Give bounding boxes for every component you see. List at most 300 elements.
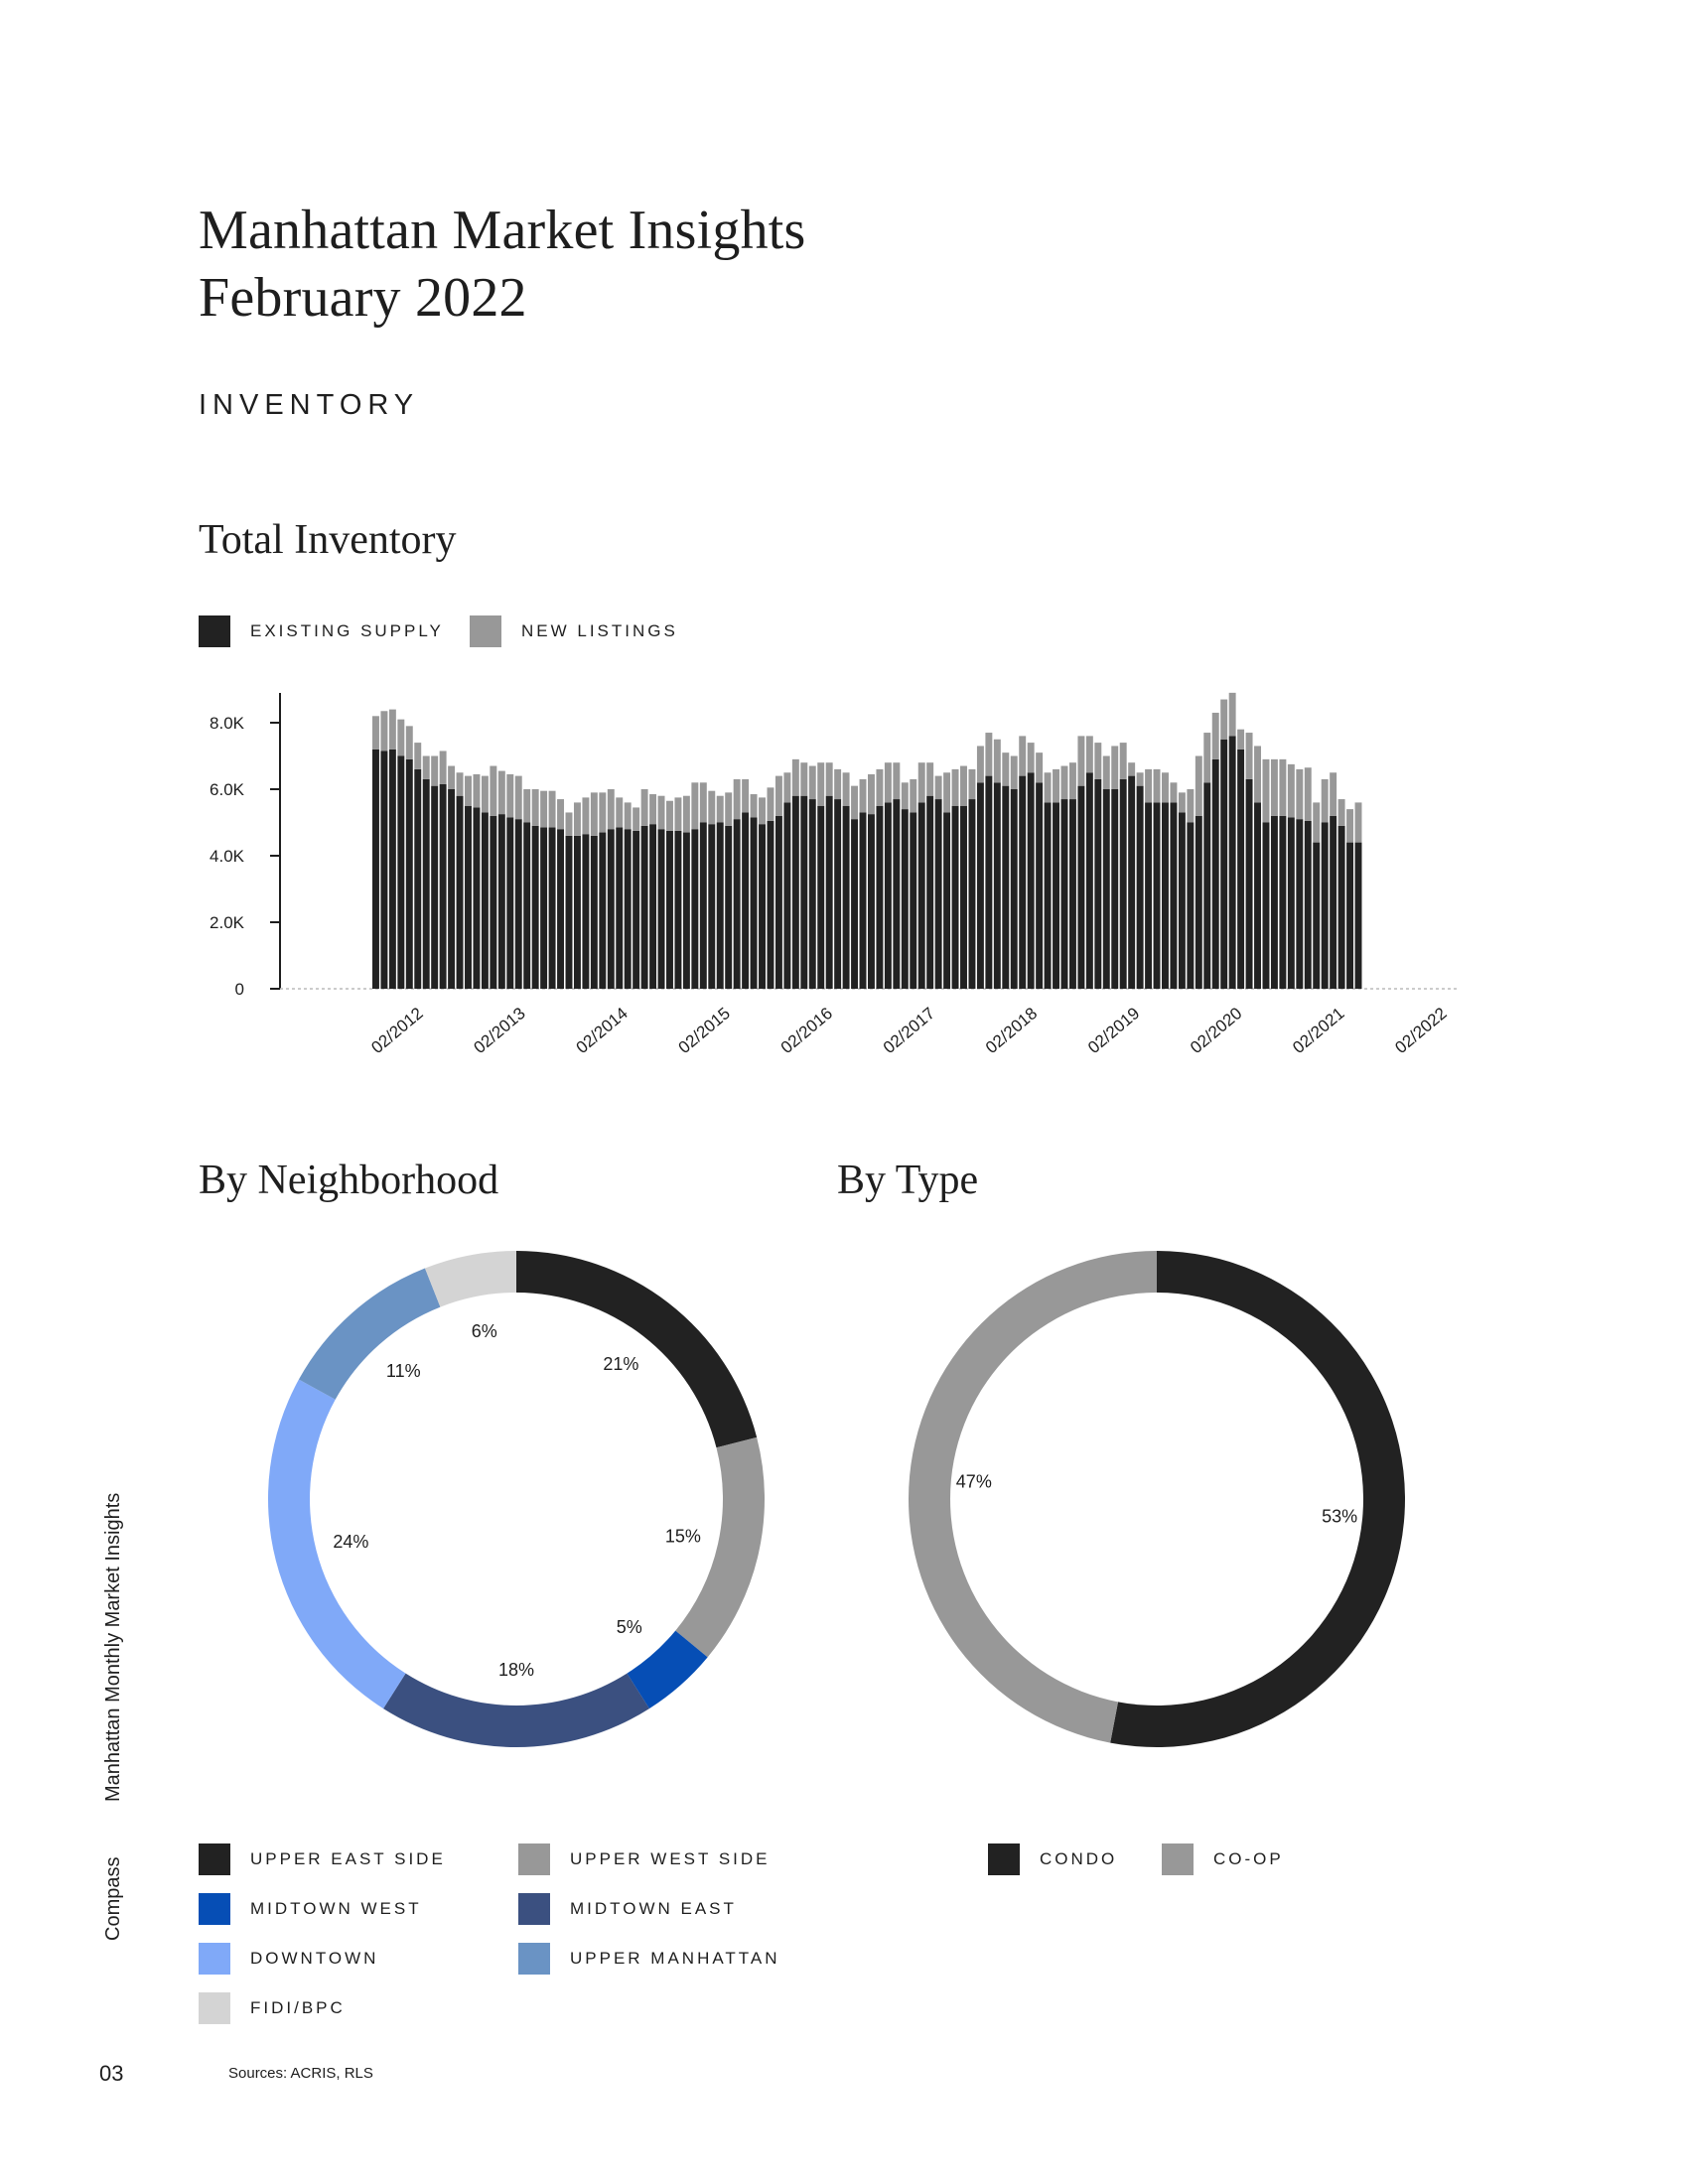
x-tick-label: 02/2018 [981, 1004, 1042, 1058]
bar-new-listings [465, 776, 472, 806]
bar-new-listings [1237, 730, 1244, 750]
bar-new-listings [893, 762, 900, 799]
bar-new-listings [860, 779, 867, 813]
bar-existing-supply [658, 829, 665, 989]
bar-new-listings [1296, 769, 1303, 819]
slice-value-label: 11% [385, 1360, 421, 1381]
bar-existing-supply [397, 756, 404, 990]
bar-new-listings [1313, 802, 1320, 842]
bar-existing-supply [977, 782, 984, 989]
bar-existing-supply [1187, 823, 1194, 990]
bar-new-listings [625, 802, 632, 829]
legend-swatch [518, 1843, 550, 1875]
bar-existing-supply [1330, 816, 1336, 989]
slice-value-label: 6% [471, 1321, 497, 1342]
bar-existing-supply [557, 829, 564, 989]
bar-existing-supply [1305, 821, 1312, 989]
bar-existing-supply [1077, 786, 1084, 989]
bar-new-listings [910, 779, 916, 813]
x-tick-label: 02/2012 [367, 1004, 427, 1058]
donut-slice [909, 1251, 1157, 1743]
y-tick-label: 8.0K [210, 714, 244, 733]
slice-value-label: 24% [333, 1531, 369, 1552]
bar-existing-supply [800, 796, 807, 989]
bar-new-listings [1346, 809, 1353, 843]
legend-downtown [199, 1943, 378, 1975]
bar-new-listings [952, 769, 959, 806]
bar-existing-supply [885, 802, 892, 989]
bar-new-listings [674, 797, 681, 831]
section-heading: INVENTORY [199, 389, 420, 421]
bar-new-listings [372, 716, 379, 750]
bar-existing-supply [985, 776, 992, 989]
bar-new-listings [759, 797, 766, 824]
bar-new-listings [1086, 736, 1093, 772]
legend-label: CO-OP [1213, 1849, 1284, 1868]
bar-existing-supply [826, 796, 833, 989]
bar-existing-supply [389, 750, 396, 989]
bar-existing-supply [414, 769, 421, 989]
bar-existing-supply [616, 828, 623, 989]
bar-existing-supply [1288, 817, 1295, 989]
bar-new-listings [918, 762, 925, 802]
bar-new-listings [876, 769, 883, 806]
bar-new-listings [490, 766, 496, 816]
bar-existing-supply [817, 806, 824, 989]
bar-existing-supply [1229, 736, 1236, 989]
bar-existing-supply [1246, 779, 1253, 989]
legend-upper-west-side [518, 1843, 771, 1875]
bar-existing-supply [751, 817, 758, 989]
y-tick-label: 2.0K [210, 913, 244, 932]
bar-existing-supply [406, 759, 413, 989]
bar-new-listings [523, 789, 530, 823]
legend-label: NEW LISTINGS [521, 621, 678, 640]
bar-existing-supply [625, 829, 632, 989]
donut-slice [675, 1437, 765, 1658]
bar-existing-supply [768, 821, 774, 989]
bar-existing-supply [465, 806, 472, 989]
bar-new-listings [717, 796, 724, 823]
bar-new-listings [1322, 779, 1329, 823]
y-tick-label: 4.0K [210, 847, 244, 866]
bar-existing-supply [1011, 789, 1018, 989]
bar-new-listings [1128, 762, 1135, 775]
bar-new-listings [943, 772, 950, 812]
bar-new-listings [423, 756, 430, 779]
bar-new-listings [582, 797, 589, 834]
bar-existing-supply [1045, 802, 1052, 989]
legend-upper-manhattan [518, 1943, 780, 1975]
bar-new-listings [1069, 762, 1076, 799]
bar-new-listings [532, 789, 539, 826]
x-tick-label: 02/2014 [572, 1004, 632, 1058]
bar-existing-supply [910, 812, 916, 989]
bar-existing-supply [666, 831, 673, 989]
bar-existing-supply [1338, 826, 1345, 989]
legend-midtown-west [199, 1893, 422, 1925]
bar-existing-supply [1069, 799, 1076, 989]
bar-new-listings [1246, 733, 1253, 779]
bar-existing-supply [1028, 772, 1035, 989]
bar-existing-supply [851, 819, 858, 989]
bar-existing-supply [708, 824, 715, 989]
bar-existing-supply [649, 824, 656, 989]
bar-new-listings [540, 791, 547, 828]
bar-new-listings [1212, 713, 1219, 759]
bar-existing-supply [431, 786, 438, 989]
bar-new-listings [809, 766, 816, 800]
bar-new-listings [700, 782, 707, 822]
bar-existing-supply [380, 751, 387, 989]
bar-existing-supply [540, 828, 547, 989]
bar-existing-supply [473, 807, 480, 989]
bar-existing-supply [566, 836, 573, 989]
bar-new-listings [608, 789, 615, 829]
bar-new-listings [616, 797, 623, 827]
slice-value-label: 15% [664, 1526, 701, 1547]
bar-existing-supply [506, 817, 513, 989]
slice-value-label: 53% [1322, 1506, 1358, 1527]
bar-new-listings [414, 743, 421, 769]
bar-existing-supply [968, 799, 975, 989]
bar-new-listings [649, 794, 656, 824]
bar-existing-supply [893, 799, 900, 989]
bar-new-listings [968, 769, 975, 799]
y-tick-label: 0 [234, 980, 244, 999]
bar-new-listings [1179, 792, 1186, 812]
bar-existing-supply [876, 806, 883, 989]
bar-existing-supply [926, 796, 933, 989]
bar-existing-supply [457, 796, 464, 989]
bar-existing-supply [759, 824, 766, 989]
x-tick-label: 02/2016 [776, 1004, 837, 1058]
bar-existing-supply [734, 819, 741, 989]
page-number: 03 [99, 2061, 124, 2086]
bar-new-listings [1162, 772, 1169, 802]
bar-new-listings [1111, 746, 1118, 789]
bar-existing-supply [1137, 786, 1144, 989]
legend-label: DOWNTOWN [250, 1949, 379, 1968]
bar-existing-supply [792, 796, 799, 989]
bar-new-listings [1019, 736, 1026, 775]
bar-new-listings [1355, 802, 1362, 842]
bar-existing-supply [1271, 816, 1278, 989]
legend-swatch [199, 1943, 230, 1975]
bar-new-listings [666, 801, 673, 831]
bar-new-listings [851, 786, 858, 820]
bar-existing-supply [1296, 819, 1303, 989]
bar-existing-supply [809, 799, 816, 989]
legend-label: UPPER WEST SIDE [570, 1849, 771, 1868]
legend-label: FIDI/BPC [250, 1998, 346, 2017]
bar-new-listings [902, 782, 909, 809]
bar-existing-supply [960, 806, 967, 989]
bar-new-listings [751, 794, 758, 817]
bar-new-listings [633, 807, 639, 830]
legend-swatch [199, 1843, 230, 1875]
bar-existing-supply [1036, 782, 1043, 989]
bar-new-listings [1279, 759, 1286, 816]
bar-new-listings [1263, 759, 1270, 823]
legend-label: UPPER EAST SIDE [250, 1849, 446, 1868]
bar-existing-supply [1002, 786, 1009, 989]
bar-new-listings [1103, 756, 1110, 790]
bar-new-listings [498, 771, 505, 815]
bar-existing-supply [868, 814, 875, 989]
bar-new-listings [506, 774, 513, 818]
bar-new-listings [389, 710, 396, 750]
bar-new-listings [448, 766, 455, 789]
bar-existing-supply [582, 834, 589, 989]
bar-new-listings [1094, 743, 1101, 779]
bar-new-listings [985, 733, 992, 776]
bar-new-listings [826, 762, 833, 796]
legend-label: CONDO [1040, 1849, 1118, 1868]
bar-existing-supply [515, 819, 522, 989]
brand-name: Compass [102, 1856, 124, 1941]
bar-new-listings [1011, 756, 1018, 790]
bar-new-listings [768, 787, 774, 821]
bar-existing-supply [482, 812, 489, 989]
legend-fidi-bpc [199, 1992, 346, 2024]
bar-existing-supply [608, 829, 615, 989]
bar-new-listings [843, 772, 850, 806]
bar-existing-supply [683, 833, 690, 989]
bar-new-listings [994, 740, 1001, 783]
bar-existing-supply [1196, 816, 1202, 989]
bar-new-listings [1271, 759, 1278, 816]
bar-existing-supply [490, 816, 496, 989]
neighborhood-donut-chart [258, 1241, 774, 1757]
bar-new-listings [380, 711, 387, 751]
bar-existing-supply [1279, 816, 1286, 989]
bar-new-listings [691, 782, 698, 829]
slice-value-label: 21% [603, 1354, 639, 1375]
bar-existing-supply [1145, 802, 1152, 989]
bar-existing-supply [1128, 776, 1135, 989]
bar-new-listings [599, 792, 606, 832]
bar-existing-supply [1162, 802, 1169, 989]
bar-new-listings [868, 774, 875, 814]
bar-new-listings [935, 776, 942, 799]
bar-existing-supply [1212, 759, 1219, 989]
legend-label: EXISTING SUPPLY [250, 621, 444, 640]
bar-existing-supply [1346, 843, 1353, 989]
bar-new-listings [1028, 743, 1035, 772]
bar-existing-supply [423, 779, 430, 989]
legend-swatch [199, 1992, 230, 2024]
donut-slice [516, 1251, 757, 1447]
legend-coop [1162, 1843, 1284, 1875]
bar-existing-supply [1086, 772, 1093, 989]
bar-existing-supply [783, 802, 790, 989]
bar-existing-supply [440, 784, 447, 989]
legend-swatch [518, 1893, 550, 1925]
bar-existing-supply [1179, 812, 1186, 989]
legend-upper-east-side [199, 1843, 446, 1875]
bar-new-listings [683, 796, 690, 833]
bar-new-listings [549, 791, 556, 828]
bar-existing-supply [641, 826, 648, 989]
bar-existing-supply [918, 802, 925, 989]
bar-new-listings [742, 779, 749, 813]
bar-new-listings [574, 802, 581, 836]
bar-new-listings [1220, 700, 1227, 740]
legend-label: UPPER MANHATTAN [570, 1949, 780, 1968]
bar-new-listings [440, 751, 447, 784]
bar-new-listings [775, 776, 782, 816]
bar-new-listings [457, 772, 464, 795]
x-tick-label: 02/2020 [1187, 1004, 1246, 1058]
bar-existing-supply [775, 816, 782, 989]
bar-new-listings [1338, 799, 1345, 826]
bar-new-listings [783, 772, 790, 802]
bar-new-listings [1229, 693, 1236, 737]
bar-existing-supply [834, 799, 841, 989]
bar-new-listings [397, 720, 404, 756]
bar-new-listings [1077, 736, 1084, 785]
legend-swatch [988, 1843, 1020, 1875]
bar-existing-supply [1053, 802, 1059, 989]
slice-value-label: 18% [497, 1660, 535, 1680]
bar-new-listings [1137, 772, 1144, 785]
bar-new-listings [1036, 752, 1043, 782]
bar-new-listings [1305, 767, 1312, 821]
bar-existing-supply [725, 826, 732, 989]
bar-new-listings [1330, 772, 1336, 816]
bar-new-listings [1196, 756, 1202, 816]
type-chart-title: By Type [837, 1158, 979, 1203]
legend-condo [988, 1843, 1117, 1875]
slice-value-label: 47% [955, 1471, 992, 1492]
bar-new-listings [406, 726, 413, 759]
bar-existing-supply [674, 831, 681, 989]
bar-new-listings [1002, 752, 1009, 786]
publication-name: Manhattan Monthly Market Insights [102, 1492, 124, 1802]
bar-existing-supply [1220, 740, 1227, 989]
bar-new-listings [1120, 743, 1127, 779]
bar-new-listings [591, 792, 598, 836]
x-tick-label: 02/2019 [1084, 1004, 1144, 1058]
donut-slice [1110, 1251, 1405, 1747]
bar-existing-supply [1355, 843, 1362, 989]
bar-new-listings [1154, 769, 1161, 803]
bar-new-listings [926, 762, 933, 796]
bar-existing-supply [1263, 823, 1270, 990]
sources-note: Sources: ACRIS, RLS [228, 2065, 373, 2082]
legend-swatch [1162, 1843, 1194, 1875]
bar-existing-supply [498, 814, 505, 989]
legend-midtown-east [518, 1893, 737, 1925]
bar-new-listings [641, 789, 648, 826]
bar-new-listings [1145, 769, 1152, 803]
bar-existing-supply [1103, 789, 1110, 989]
bar-existing-supply [591, 836, 598, 989]
bar-new-listings [792, 759, 799, 796]
x-tick-label: 02/2017 [879, 1004, 939, 1058]
bar-new-listings [800, 762, 807, 796]
bar-existing-supply [742, 812, 749, 989]
bar-new-listings [431, 756, 438, 786]
x-tick-label: 02/2013 [470, 1004, 529, 1058]
bar-existing-supply [860, 812, 867, 989]
bar-existing-supply [574, 836, 581, 989]
bar-existing-supply [1061, 799, 1068, 989]
bar-new-listings [515, 776, 522, 820]
bar-existing-supply [717, 823, 724, 990]
bar-new-listings [1170, 782, 1177, 802]
bar-existing-supply [1322, 823, 1329, 990]
bar-existing-supply [523, 823, 530, 990]
bar-existing-supply [1019, 776, 1026, 989]
bar-new-listings [708, 791, 715, 825]
legend-swatch [199, 1893, 230, 1925]
bar-existing-supply [1203, 782, 1210, 989]
legend-label: MIDTOWN EAST [570, 1899, 737, 1918]
bar-existing-supply [843, 806, 850, 989]
bar-existing-supply [952, 806, 959, 989]
page-title-line1: Manhattan Market Insights [199, 200, 806, 261]
bar-new-listings [885, 762, 892, 802]
bar-new-listings [977, 746, 984, 782]
bar-existing-supply [1154, 802, 1161, 989]
bar-existing-supply [532, 826, 539, 989]
bar-new-listings [1045, 772, 1052, 802]
bar-existing-supply [935, 799, 942, 989]
bar-existing-supply [1111, 789, 1118, 989]
bar-new-listings [557, 799, 564, 829]
type-donut-chart [899, 1241, 1415, 1757]
x-tick-label: 02/2015 [674, 1004, 734, 1058]
bar-new-listings [473, 774, 480, 808]
donut-slice [425, 1251, 516, 1307]
bar-existing-supply [372, 750, 379, 989]
inventory-chart-title: Total Inventory [199, 517, 457, 563]
donut-slice [383, 1674, 649, 1747]
bar-new-listings [734, 779, 741, 819]
bar-new-listings [960, 766, 967, 806]
bar-existing-supply [1170, 802, 1177, 989]
bar-new-listings [482, 776, 489, 813]
bar-existing-supply [1254, 802, 1261, 989]
page-title-line2: February 2022 [199, 267, 527, 329]
bar-existing-supply [1094, 779, 1101, 989]
bar-existing-supply [902, 809, 909, 989]
neighborhood-chart-title: By Neighborhood [199, 1158, 499, 1203]
bar-existing-supply [700, 823, 707, 990]
bar-new-listings [1288, 764, 1295, 818]
bar-existing-supply [599, 833, 606, 989]
bar-new-listings [1187, 789, 1194, 823]
bar-existing-supply [943, 812, 950, 989]
bar-existing-supply [691, 829, 698, 989]
bar-existing-supply [1237, 750, 1244, 989]
bar-new-listings [1053, 769, 1059, 803]
bar-existing-supply [1313, 843, 1320, 989]
slice-value-label: 5% [616, 1617, 642, 1638]
bar-new-listings [1061, 766, 1068, 800]
bar-new-listings [566, 812, 573, 835]
bar-new-listings [1254, 746, 1261, 802]
bar-new-listings [834, 769, 841, 799]
bar-new-listings [817, 762, 824, 806]
bar-existing-supply [549, 828, 556, 989]
bar-existing-supply [448, 789, 455, 989]
legend-label: MIDTOWN WEST [250, 1899, 422, 1918]
bar-existing-supply [633, 831, 639, 989]
legend-swatch [518, 1943, 550, 1975]
